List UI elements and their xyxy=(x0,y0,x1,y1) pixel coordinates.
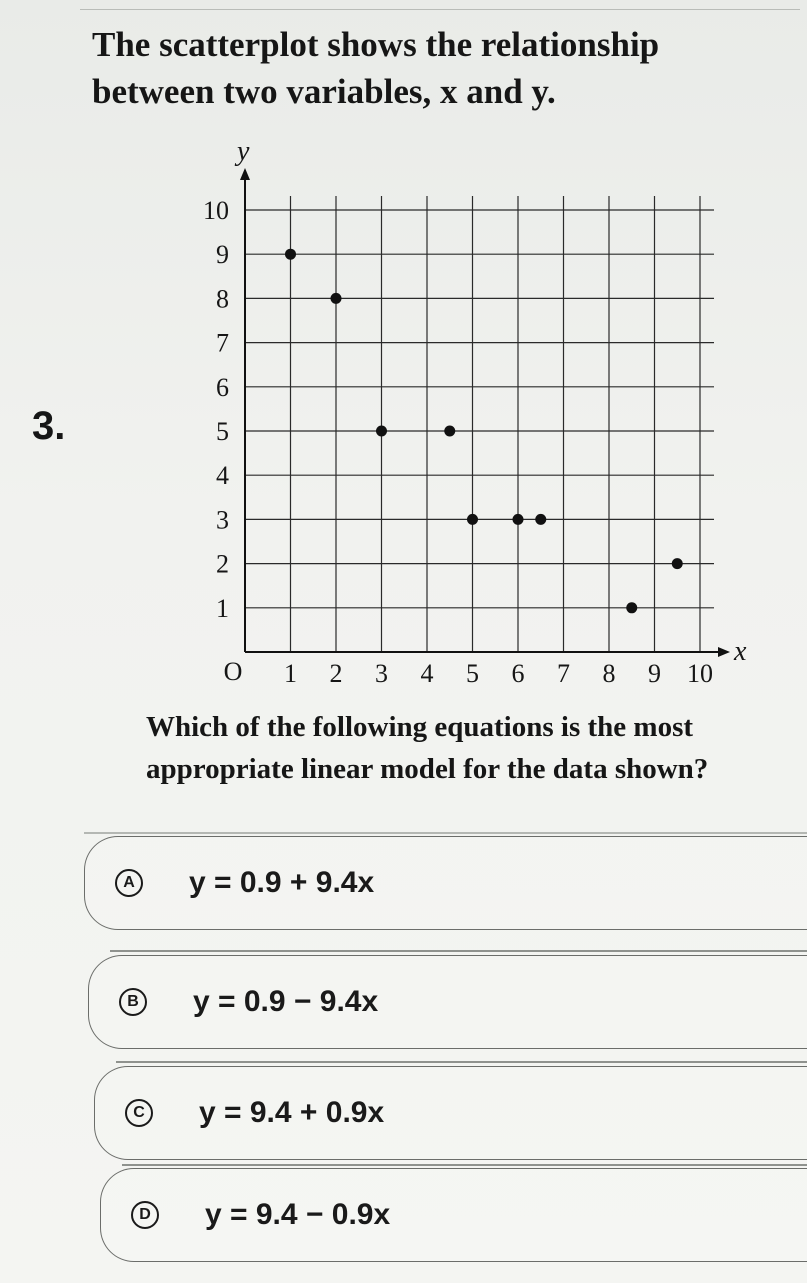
choice-separator xyxy=(116,1061,807,1063)
intro-text: The scatterplot shows the relationship between two variables, x and y. xyxy=(92,25,660,111)
x-tick-label: 2 xyxy=(329,659,343,688)
x-axis-arrow xyxy=(718,647,730,657)
choice-b-letter: B xyxy=(119,988,147,1016)
y-tick-label: 9 xyxy=(216,240,229,270)
y-tick-label: 4 xyxy=(216,461,229,491)
choice-a[interactable] xyxy=(84,836,807,930)
data-point xyxy=(444,426,455,437)
choice-c-letter: C xyxy=(125,1099,153,1127)
data-point xyxy=(626,602,637,613)
data-point xyxy=(467,514,478,525)
x-tick-label: 8 xyxy=(602,659,616,688)
y-tick-label: 10 xyxy=(203,196,229,225)
x-tick-label: 1 xyxy=(284,659,297,688)
y-tick-label: 1 xyxy=(216,593,229,623)
choices-divider xyxy=(84,832,807,834)
choice-a-equation: y = 0.9 + 9.4x xyxy=(189,866,375,899)
x-tick-label: 6 xyxy=(511,659,525,688)
x-tick-label: 3 xyxy=(375,659,388,688)
choice-c[interactable] xyxy=(94,1066,807,1160)
choice-b-equation: y = 0.9 − 9.4x xyxy=(193,985,379,1018)
y-tick-label: 5 xyxy=(216,417,229,446)
axes xyxy=(240,168,730,657)
x-tick-label: 7 xyxy=(557,659,570,688)
y-tick-label: 7 xyxy=(216,328,229,358)
data-point xyxy=(672,558,683,569)
x-tick-label: 9 xyxy=(648,659,661,688)
data-point xyxy=(376,426,387,437)
choice-d[interactable] xyxy=(100,1168,807,1262)
choice-a-letter: A xyxy=(115,869,143,897)
choice-b[interactable] xyxy=(88,955,807,1049)
y-tick-label: 2 xyxy=(216,549,229,579)
grid-lines xyxy=(245,196,714,652)
x-tick-label: 5 xyxy=(466,659,479,688)
tick-labels xyxy=(203,136,747,688)
choice-c-equation: y = 9.4 + 0.9x xyxy=(199,1096,385,1129)
x-tick-label: 4 xyxy=(420,659,434,688)
data-point xyxy=(285,249,296,260)
y-axis-arrow xyxy=(240,168,250,180)
y-tick-label: 8 xyxy=(216,284,229,314)
question-number: 3. xyxy=(32,404,66,448)
x-tick-label: 10 xyxy=(687,659,713,688)
choice-separator xyxy=(122,1164,807,1166)
y-tick-label: 6 xyxy=(216,372,229,402)
data-point xyxy=(331,293,342,304)
data-point xyxy=(513,514,524,525)
y-tick-label: 3 xyxy=(216,505,229,535)
choice-d-equation: y = 9.4 − 0.9x xyxy=(205,1198,391,1231)
data-point xyxy=(535,514,546,525)
y-axis-label: y xyxy=(237,136,250,167)
choice-separator xyxy=(110,950,807,952)
question-text: Which of the following equations is the most appropriate linear model for the data shown? xyxy=(146,711,709,786)
origin-label: O xyxy=(223,657,243,686)
x-axis-label: x xyxy=(734,636,747,667)
choice-d-letter: D xyxy=(131,1201,159,1229)
